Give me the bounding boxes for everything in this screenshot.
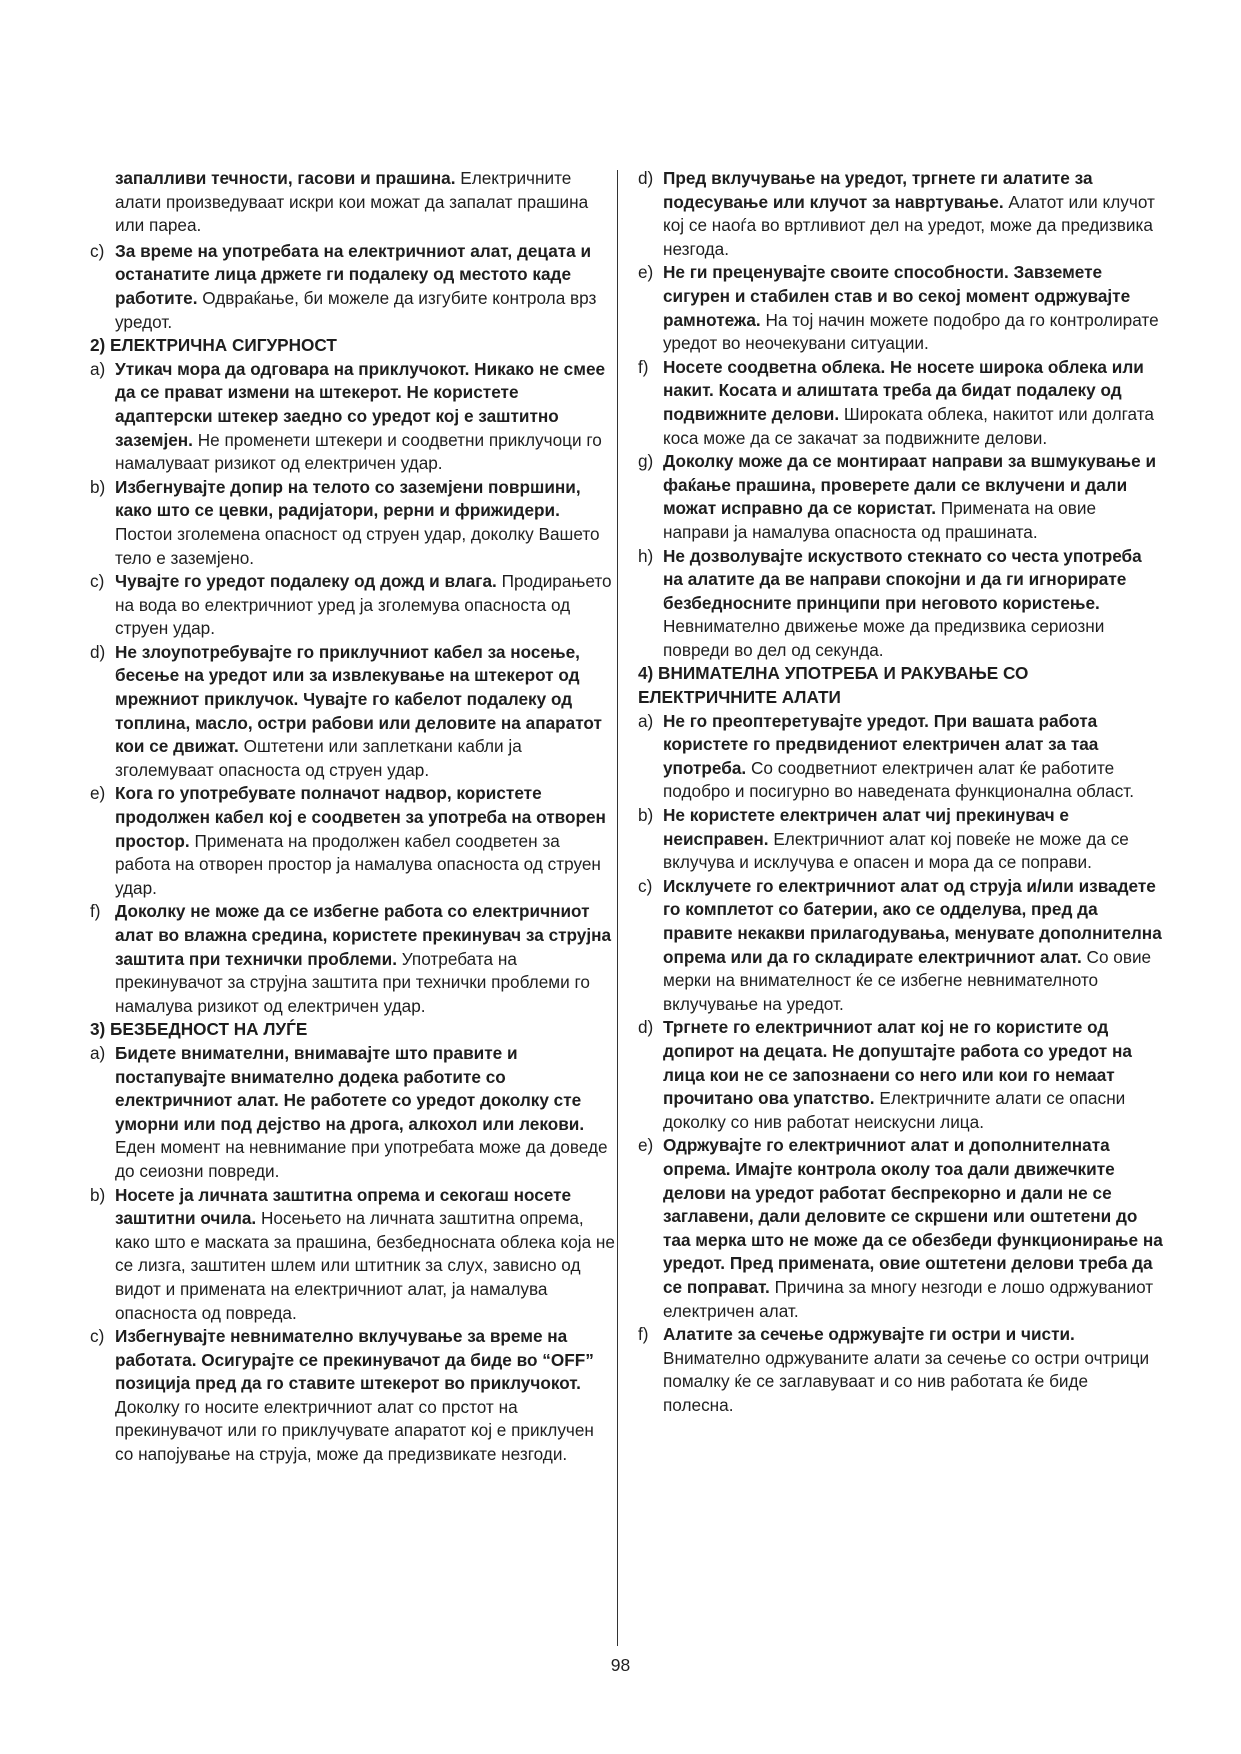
rule-lead: За време на употребата на електричниот алат, децата и останатите лица држете ги подалеку од местото каде работите. [115,240,592,308]
rule-item-c3 [90,1325,615,1467]
rule-text: Еден момент на невнимание при употребата може да доведе до сеиозни повреди. [115,1137,608,1181]
rule-letter: g) [638,451,654,472]
rule-item-e3 [638,261,1163,355]
rule-letter: c) [90,240,105,261]
intro-lead: запалливи течности, гасови и прашина. [115,168,456,188]
intro-paragraph [90,167,615,238]
rule-text: Примената на овие направи ја намалува опасноста од прашината. [663,498,1097,542]
rule-letter: e) [638,1135,654,1156]
rule-letter: f) [638,356,649,377]
rule-item-d3 [638,167,1163,261]
rule-text: Со овие мерки на внимателност ќе се избегне невнимателното вклучување на уредот. [663,946,1152,1014]
rule-text: Причина за многу незгоди е лошо одржуваниот електричен алат. [663,1276,1154,1321]
rule-item-d4 [638,1016,1163,1134]
rule-letter: a) [90,1042,106,1063]
column-divider [617,170,618,1646]
rule-lead: Носете соодветна облека. Не носете широка облека или накит. Косата и алиштата треба да бидат подалеку од подвижните делови. [663,356,1144,424]
rule-item-e4 [638,1134,1163,1323]
rule-letter: b) [638,805,654,826]
rule-text: Носењето на личната заштитна опрема, како што е маската за прашина, безбедносната облека која не се лизга, заштитен шлем или штитник за слух, зависно од видот и примената на електричниот алат, ја намалува опасноста од повреда. [115,1208,615,1323]
rule-lead: Не дозволувајте искуството стекнато со честа употреба на алатите да ве направи спокојни и да ги игнорирате безбедносните принципи при неговото користење. [663,545,1142,613]
rule-text: Не променети штекери и соодветни приклучоци го намалуваат ризикот од електричен удар. [115,429,602,474]
rule-text: Електричниот алат кој повеќе не може да се вклучува и исклучува е опасен и мора да се поправи. [663,828,1129,873]
rule-letter: c) [638,875,653,896]
rule-item-a2 [90,358,615,476]
rule-lead: Пред вклучување на уредот, тргнете ги алатите за подесување или клучот за навртување. [663,168,1093,212]
rule-item-f3 [638,356,1163,450]
page-number: 98 [610,1655,631,1675]
rule-lead: Доколку може да се монтираат направи за вшмукување и фаќање прашина, проверете дали се вклучени и дали можат исправно да се користат. [663,451,1157,519]
rule-text: Оштетени или заплеткани кабли ја зголемуваат опасноста од струен удар. [115,736,522,780]
rule-lead: Бидете внимателни, внимавајте што правите и постапувајте внимателно додека работите со електричниот алат. Не работете со уредот доколку сте уморни или под дејство на дрога, алкохол или лекови. [115,1042,585,1134]
rule-text: Алатот или клучот кој се наоѓа во вртливиот дел на уредот, може да предизвика незгода. [663,191,1155,259]
right-column [638,167,1163,1417]
rule-letter: e) [638,262,654,283]
intro-text: Електричните алати произведуваат искри кои можат да запалат прашина или пареа. [115,168,589,236]
rule-text: Примената на продолжен кабел соодветен за работа на отворен простор ја намалува опасноста од струен удар. [115,830,601,898]
rule-item-b3 [90,1184,615,1326]
rule-lead: Не ги преценувајте своите способности. Завземете сигурен и стабилен став и во секој момент одржувајте рамнотежа. [663,262,1131,330]
rule-item-b4 [638,804,1163,875]
rule-letter: b) [90,1184,106,1205]
rule-item-a3 [90,1042,615,1184]
rule-lead: Исклучете го електричниот алат од струја и/или извадете го комплетот со батерии, ако се одделува, пред да правите некакви прилагодувања, менувате дополнителна опрема или да го складирате електричниот алат. [663,875,1162,967]
rule-lead: Тргнете го електричниот алат кој не го користите од допирот на децата. Не допуштајте работа со уредот на лица кои не се запознаени со него или кои го немаат прочитано ова упатство. [663,1017,1132,1109]
rule-text: На тој начин можете подобро да го контролирате уредот во неочекувани ситуации. [663,309,1159,354]
rule-letter: f) [638,1324,649,1345]
rule-item-d2 [90,641,615,783]
rule-letter: h) [638,545,654,566]
rule-text: Продирањето на вода во електричниот уред ја зголемува опасноста од струен удар. [115,571,612,639]
rule-letter: f) [90,901,101,922]
rule-lead: Одржувајте го електричниот алат и дополнителната опрема. Имајте контрола околу тоа дали движечките делови на уредот работат беспрекорно и дали не се заглавени, дали деловите се скршени или оштетени до таа мерка што не може да се обезбеди функционирање на уредот. Пред примената, овие оштетени делови треба да се поправат. [663,1135,1163,1297]
rule-item-h3 [638,545,1163,663]
rule-item-c1 [90,240,615,334]
rule-lead: Не злоупотребувајте го приклучниот кабел за носење, бесење на уредот или за извлекување на штекерот од мрежниот приклучок. Чувајте го кабелот подалеку од топлина, масло, остри рабови или деловите на апаратот кои се движат. [115,641,602,757]
rule-item-f4 [638,1323,1163,1417]
rule-lead: Чувајте го уредот подалеку од дожд и влага. [115,571,497,592]
rule-letter: b) [90,476,106,497]
rule-text: Широката облека, накитот или долгата коса може да се закачат за подвижните делови. [663,403,1154,448]
rule-text: Електричните алати се опасни доколку со нив работат неискусни лица. [663,1088,1126,1132]
rule-text: Внимателно одржуваните алати за сечење со остри очтрици помалку ќе се заглавуваат и со нив работата ќе биде полесна. [663,1347,1150,1415]
section-heading-4: 4) ВНИМАТЕЛНА УПОТРЕБА И РАКУВАЊЕ СО ЕЛЕКТРИЧНИТЕ АЛАТИ [638,663,1029,708]
rule-lead: Носете ја личната заштитна опрема и секогаш носете заштитни очила. [115,1184,572,1229]
rule-letter: d) [638,168,654,188]
rule-text: Одвраќање, би можеле да изгубите контрола врз уредот. [115,287,597,332]
rule-item-g3 [638,450,1163,544]
section-heading-3: 3) БЕЗБЕДНОСТ НА ЛУЃЕ [90,1019,308,1040]
rule-text: Употребата на прекинувачот за струјна заштита при технички проблеми го намалува ризикот од електричен удар. [115,948,590,1016]
rule-item-c4 [638,875,1163,1017]
rule-item-e2 [90,782,615,900]
rule-lead: Избегнувајте невнимателно вклучување за време на работата. Осигурајте се прекинувачот да биде во “OFF” позиција пред да го ставите штекерот во приклучокот. [115,1326,594,1394]
rule-letter: e) [90,783,106,804]
rule-lead: Утикач мора да одговара на приклучокот. Никако не смее да се прават измени на штекерот. Не користете адаптерски штекер заедно со уредот кој е заштитно заземјен. [115,358,606,450]
rule-text: Невнимателно движење може да предизвика сериозни повреди во дел од секунда. [663,616,1105,660]
section-heading-2: 2) ЕЛЕКТРИЧНА СИГУРНОСТ [90,335,337,356]
rule-lead: Доколку не може да се избегне работа со електричниот алат во влажна средина, користете прекинувач за струјна заштита при технички проблеми. [115,901,612,969]
rule-letter: c) [90,1326,105,1347]
rule-letter: d) [90,641,106,662]
rule-lead: Избегнувајте допир на телото со заземјени површини, како што се цевки, радијатори, рерни и фрижидери. [115,476,581,521]
rule-lead: Кога го употребувате полначот надвор, користете продолжен кабел кој е соодветен за употреба на отворен простор. [115,783,606,851]
rule-letter: a) [638,710,654,731]
rule-item-a4 [638,710,1163,804]
rule-text: Постои зголемена опасност од струен удар, доколку Вашето тело е заземјено. [115,523,600,568]
rule-item-b2 [90,476,615,570]
rule-lead: Алатите за сечење одржувајте ги остри и чисти. [663,1324,1075,1345]
rule-letter: d) [638,1017,654,1038]
rule-lead: Не користете електричен алат чиј прекинувач е неисправен. [663,805,1069,849]
rule-item-c2 [90,570,615,641]
rule-letter: c) [90,571,105,592]
rule-letter: a) [90,358,106,379]
rule-text: Со соодветниот електричен алат ќе работите подобро и посигурно во наведената функционална област. [663,757,1135,802]
rule-lead: Не го преоптеретувајте уредот. При вашата работа користете го предвидениот електричен алат за таа употреба. [663,710,1099,778]
rule-text: Доколку го носите електричниот алат со прстот на прекинувачот или го приклучувате апаратот кој е приклучен со напојување на струја, може да предизвикате незгоди. [115,1396,594,1465]
left-column [90,167,615,1467]
rule-item-f2 [90,900,615,1018]
